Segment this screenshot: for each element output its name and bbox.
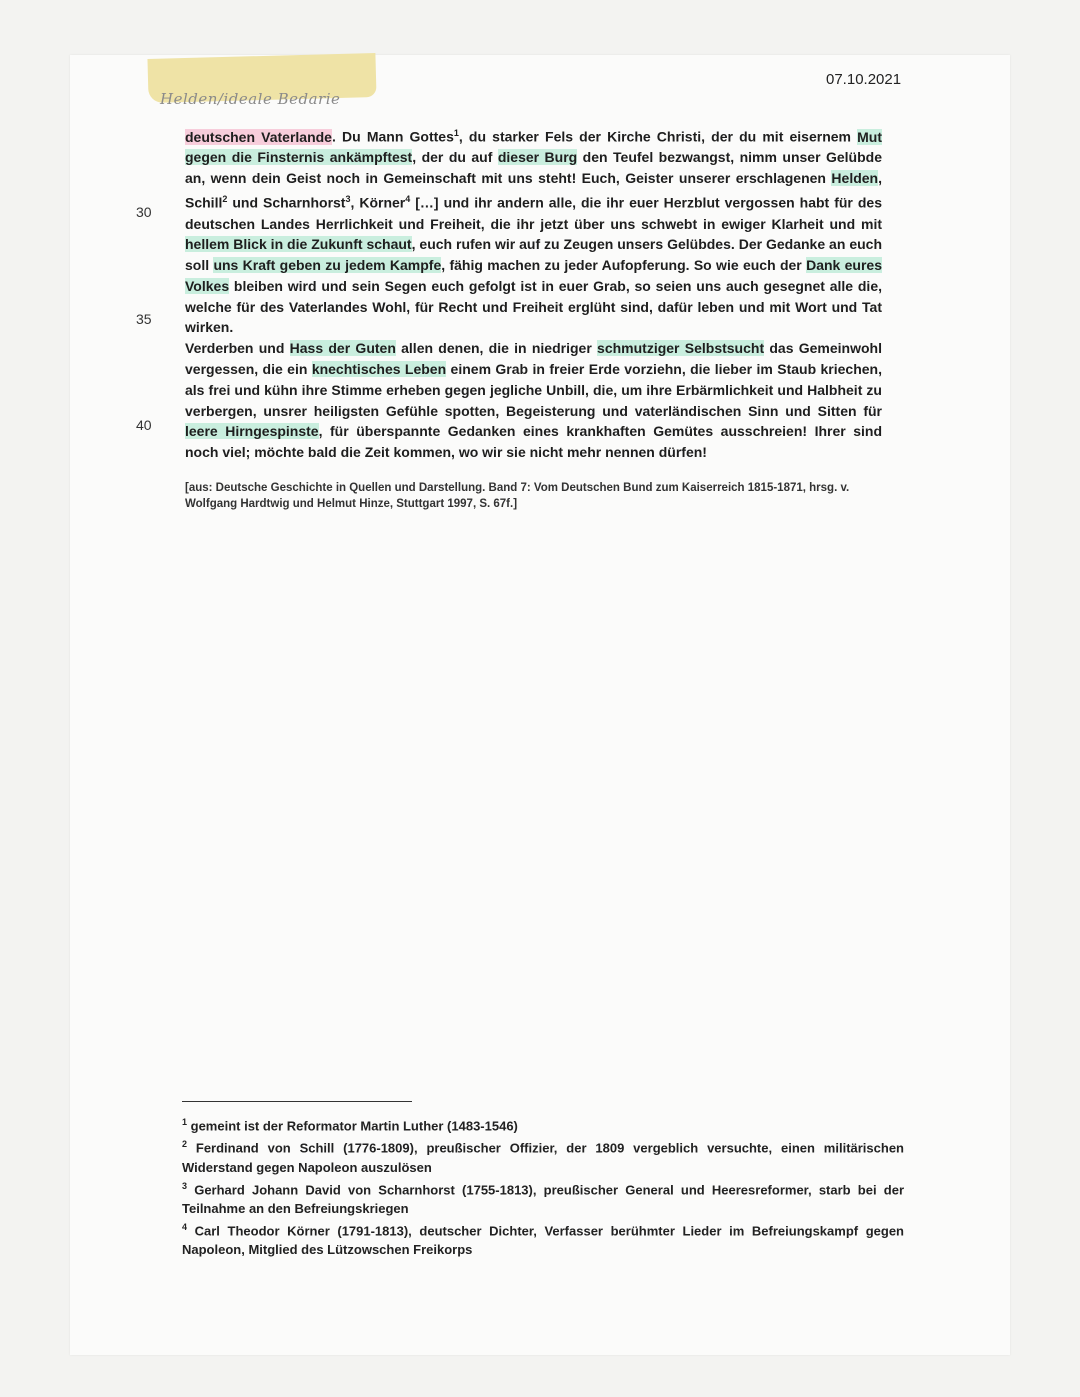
text-segment: einem Grab in freier Erde vorziehn, die lieber im Staub kriechen, als frei und kühn ihre Stimme erheben gegen jegliche Unbill, die, um ihre Erbärmlichkeit und Halbheit zu verbergen, unsrer heiligsten Gefühle spotten, Begeisterung und vaterländischen Sinn und Sitten für	[185, 361, 882, 419]
line-number: 35	[136, 311, 152, 327]
text-segment: , Schill	[185, 170, 882, 211]
highlighted-text: deutschen Vaterlande	[185, 128, 332, 145]
footnotes	[182, 1113, 904, 1259]
footnote-number: 3	[182, 1180, 188, 1191]
footnote-ref: 2	[222, 194, 228, 205]
footnote-ref: 4	[405, 194, 411, 205]
footnote	[182, 1177, 904, 1218]
footnote-number: 1	[182, 1117, 188, 1127]
text-segment: , fähig machen zu jeder Aufopferung. So wie euch der	[441, 257, 807, 274]
footnote	[182, 1218, 904, 1259]
text-segment: , der du auf	[412, 149, 498, 166]
text-segment: das Gemeinwohl vergessen, die ein	[185, 340, 882, 378]
handwritten-note: Helden/ideale Bedarie	[160, 90, 341, 108]
footnote-ref: 3	[345, 194, 351, 205]
text-segment: , für überspannte Gedanken eines krankhaften Gemütes ausschreien! Ihrer sind noch viel; möchte bald die Zeit kommen, wo wir sie nicht mehr nennen dürfen!	[185, 423, 883, 461]
footnote-text: gemeint ist der Reformator Martin Luther (1483-1546)	[187, 1118, 518, 1134]
footnote-ref: 1	[453, 128, 459, 138]
text-segment: allen denen, die in niedriger	[395, 340, 598, 357]
text-segment: , euch rufen wir auf zu Zeugen unsers Gelübdes. Der Gedanke an euch soll	[185, 236, 883, 274]
line-number: 40	[136, 417, 152, 433]
paragraph	[185, 338, 882, 463]
text-segment: […] und ihr andern alle, die ihr euer Herzblut vergossen habt für des deutschen Landes Herrlichkeit und Freiheit, die ihr jetzt über uns schwebt in ewiger Klarheit und mit	[185, 194, 882, 232]
text-segment: Verderben und	[185, 340, 290, 357]
text-segment: , du starker Fels der Kirche Christi, der du mit eisernem	[458, 128, 858, 145]
text-segment: und Scharnhorst	[227, 194, 346, 211]
footnote	[182, 1135, 904, 1176]
footnote	[182, 1113, 904, 1135]
highlighted-text: uns Kraft geben zu jedem Kampfe	[213, 257, 442, 274]
text-segment: , Körner	[350, 194, 406, 211]
footnote-divider	[182, 1101, 412, 1102]
highlighted-text: knechtisches Leben	[311, 361, 447, 378]
highlighted-text: Hass der Guten	[289, 340, 396, 357]
text-segment: . Du	[331, 128, 367, 145]
text-segment: Mann Gottes	[366, 128, 454, 145]
footnote-text: Carl Theodor Körner (1791-1813), deutscher Dichter, Verfasser berühmter Lieder im Befreiungskampf gegen Napoleon, Mitglied des Lützowschen Freikorps	[182, 1223, 904, 1258]
highlighted-text: Mut gegen die Finsternis ankämpftest	[185, 128, 883, 166]
text-segment: bleiben wird und sein Segen euch gefolgt ist in euer Grab, so seien uns auch gesegnet alle die, welche für des Vaterlandes Wohl, für Recht und Freiheit erglüht sind, dafür leben und mit Wort und Tat wirken.	[185, 277, 882, 336]
highlighted-text: leere Hirngespinste	[185, 423, 319, 440]
highlighted-text: Dank eures Volkes	[185, 257, 883, 294]
source-citation: [aus: Deutsche Geschichte in Quellen und Darstellung. Band 7: Vom Deutschen Bund zum Kaiserreich 1815-1871, hrsg. v. Wolfgang Hardtwig und Helmut Hinze, Stuttgart 1997, S. 67f.]	[185, 482, 850, 510]
paragraph	[185, 123, 882, 338]
page-date: 07.10.2021	[826, 71, 902, 88]
highlighted-text: dieser Burg	[497, 149, 578, 166]
text-segment: den Teufel bezwangst, nimm unser Gelübde an, wenn dein Geist noch in Gemeinschaft mit uns steht! Euch, Geister unserer erschlagenen	[185, 149, 882, 187]
footnote-text: Gerhard Johann David von Scharnhorst (1755-1813), preußischer General und Heeresreformer, starb bei der Teilnahme an den Befreiungskriegen	[182, 1181, 904, 1216]
footnote-text: Ferdinand von Schill (1776-1809), preußischer Offizier, der 1809 vergeblich versuchte, einen militärischen Widerstand gegen Napoleon auszulösen	[182, 1140, 904, 1175]
footnote-number: 2	[182, 1139, 188, 1150]
footnote-number: 4	[182, 1221, 188, 1232]
line-number: 30	[136, 204, 152, 220]
highlighted-text: schmutziger Selbstsucht	[597, 340, 765, 357]
highlighted-text: hellem Blick in die Zukunft schaut	[185, 236, 412, 253]
source-text	[185, 123, 882, 463]
highlighted-text: Helden	[831, 170, 879, 187]
